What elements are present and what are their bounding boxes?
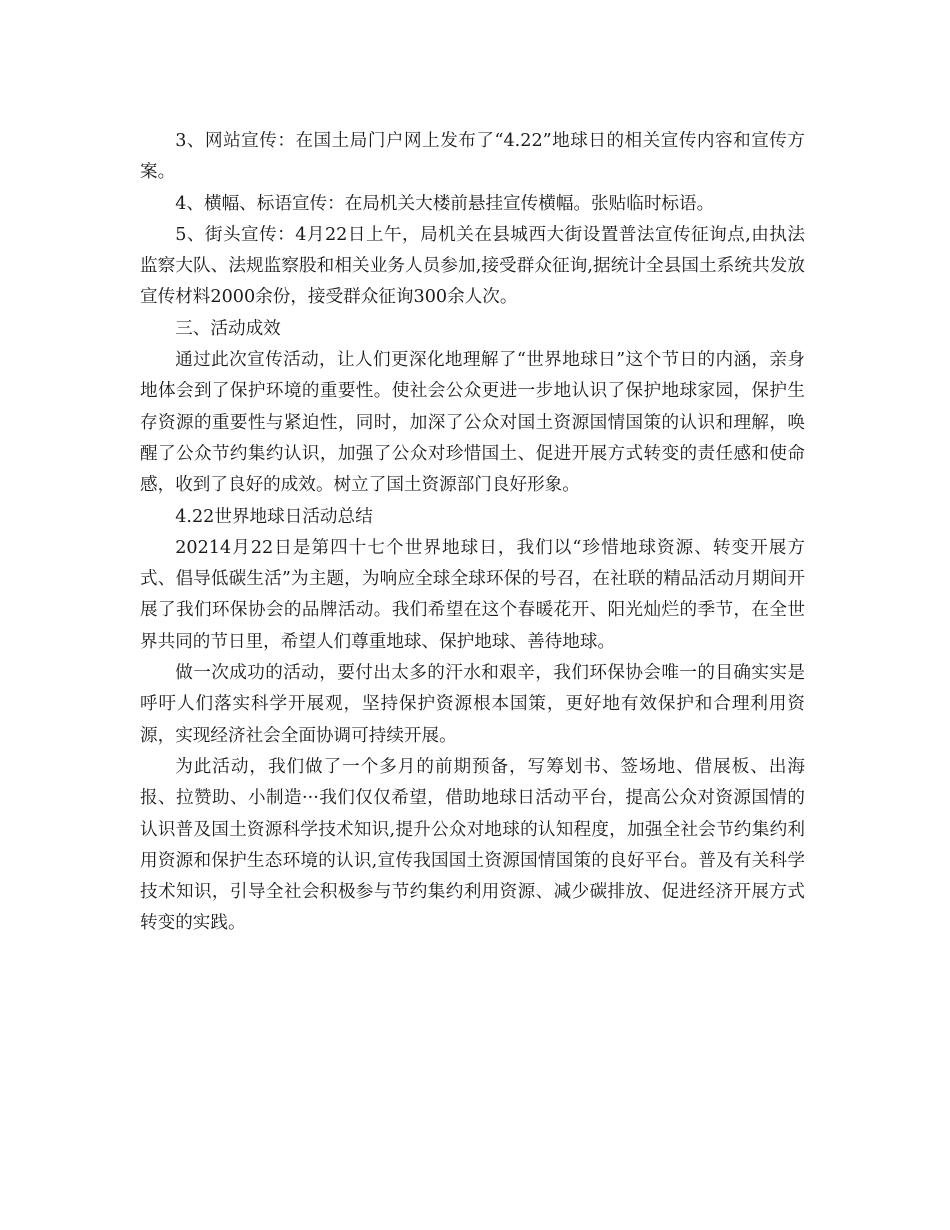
paragraph-website-publicity: 3、网站宣传：在国土局门户网上发布了“4.22”地球日的相关宣传内容和宣传方案。 — [140, 131, 805, 183]
paragraph-banner-publicity: 4、横幅、标语宣传：在局机关大楼前悬挂宣传横幅。张贴临时标语。 — [175, 193, 715, 214]
paragraph-results: 通过此次宣传活动，让人们更深化地理解了“世界地球日”这个节日的内涵，亲身地体会到了保护环境的重要性。使社会公众更进一步地认识了保护地球家园，保护生存资源的重要性与紧迫性，同时，加深了公众对国土资源国情国策的认识和理解，唤醒了公众节约集约认识，加强了公众对珍惜国土、促进开展方式转变的责任感和使命感，收到了良好的成效。树立了国土资源部门良好形象。 — [140, 350, 805, 496]
paragraph-activity-purpose: 做一次成功的活动，要付出太多的汗水和艰辛，我们环保协会唯一的目确实实是呼吁人们落实科学开展观，坚持保护资源根本国策，更好地有效保护和合理利用资源，实现经济社会全面协调可持续开展。 — [140, 663, 805, 746]
paragraph-preparation: 为此活动，我们做了一个多月的前期预备，写筹划书、签场地、借展板、出海报、拉赞助、小制造···我们仅仅希望，借助地球日活动平台，提高公众对资源国情的认识普及国土资源科学技术知识,提升公众对地球的认知程度，加强全社会节约集约利用资源和保护生态环境的认识,宣传我国国土资源国情国策的良好平台。普及有关科学技术知识，引导全社会积极参与节约集约利用资源、减少碳排放、促进经济开展方式转变的实践。 — [140, 756, 805, 934]
paragraph-earth-day-intro: 20214月22日是第四十七个世界地球日，我们以“珍惜地球资源、转变开展方式、倡导低碳生活”为主题，为响应全球全球环保的号召，在社联的精品活动月期间开展了我们环保协会的品牌活动。我们希望在这个春暖花开、阳光灿烂的季节，在全世界共同的节日里，希望人们尊重地球、保护地球、善待地球。 — [140, 537, 805, 652]
document-body — [140, 126, 805, 940]
section-heading-results: 三、活动成效 — [175, 318, 281, 339]
paragraph-street-publicity: 5、街头宣传：4月22日上午，局机关在县城西大街设置普法宣传征询点,由执法监察大队、法规监察股和相关业务人员参加,接受群众征询,据统计全县国土系统共发放宣传材料2000余份，接受群众征询300余人次。 — [140, 224, 805, 308]
section-heading-summary-title: 4.22世界地球日活动总结 — [175, 506, 373, 527]
